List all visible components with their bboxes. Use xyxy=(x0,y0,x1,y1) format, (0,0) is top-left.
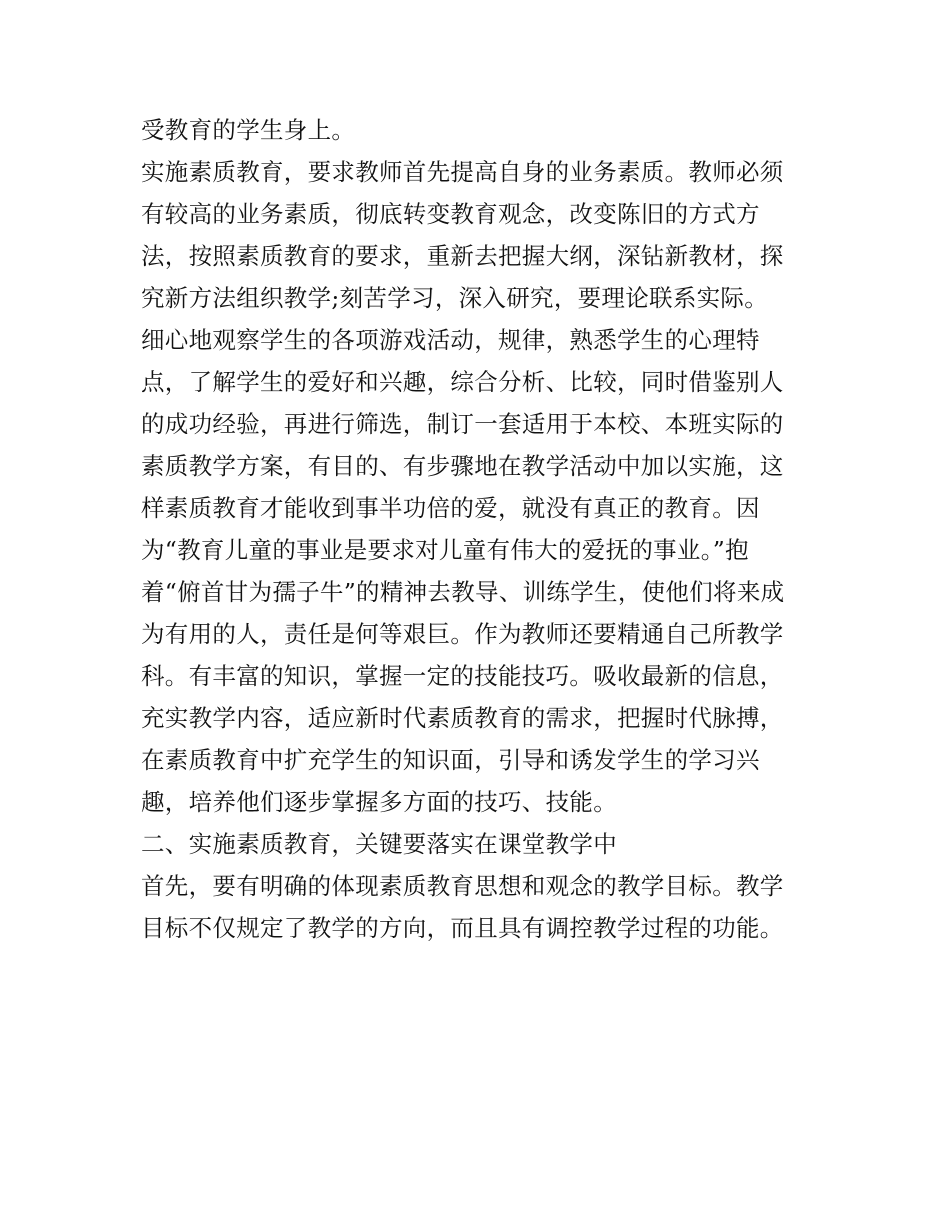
text-line: 究新方法组织教学;刻苦学习，深入研究，要理论联系实际。 xyxy=(141,284,769,312)
text-line: 在素质教育中扩充学生的知识面，引导和诱发学生的学习兴 xyxy=(141,746,760,774)
text-line: 趣，培养他们逐步掌握多方面的技巧、技能。 xyxy=(141,788,617,816)
text-line: 目标不仅规定了教学的方向，而且具有调控教学过程的功能。 xyxy=(141,914,784,942)
text-line: 的成功经验，再进行筛选，制订一套适用于本校、本班实际的 xyxy=(141,410,784,438)
text-line: 有较高的业务素质，彻底转变教育观念，改变陈旧的方式方 xyxy=(141,200,760,228)
text-line: 为有用的人，责任是何等艰巨。作为教师还要精通自己所教学 xyxy=(141,620,784,648)
text-line: 素质教学方案，有目的、有步骤地在教学活动中加以实施，这 xyxy=(141,452,784,480)
text-line: 样素质教育才能收到事半功倍的爱，就没有真正的教育。因 xyxy=(141,494,760,522)
section-heading: 二、实施素质教育，关键要落实在课堂教学中 xyxy=(141,830,617,858)
text-line: 为“教育儿童的事业是要求对儿童有伟大的爱抚的事业。”抱 xyxy=(141,536,749,564)
text-line: 科。有丰富的知识，掌握一定的技能技巧。吸收最新的信息， xyxy=(141,662,784,690)
document-body xyxy=(141,109,821,949)
text-line: 细心地观察学生的各项游戏活动，规律，熟悉学生的心理特 xyxy=(141,326,760,354)
text-line: 受教育的学生身上。 xyxy=(141,116,356,144)
text-line: 法，按照素质教育的要求，重新去把握大纲，深钻新教材，探 xyxy=(141,242,784,270)
text-line: 实施素质教育，要求教师首先提高自身的业务素质。教师必须 xyxy=(141,158,784,186)
text-line: 点，了解学生的爱好和兴趣，综合分析、比较，同时借鉴别人 xyxy=(141,368,784,396)
text-line: 着“俯首甘为孺子牛”的精神去教导、训练学生，使他们将来成 xyxy=(141,578,785,606)
text-line: 首先，要有明确的体现素质教育思想和观念的教学目标。教学 xyxy=(141,872,784,900)
text-line: 充实教学内容，适应新时代素质教育的需求，把握时代脉搏， xyxy=(141,704,784,732)
